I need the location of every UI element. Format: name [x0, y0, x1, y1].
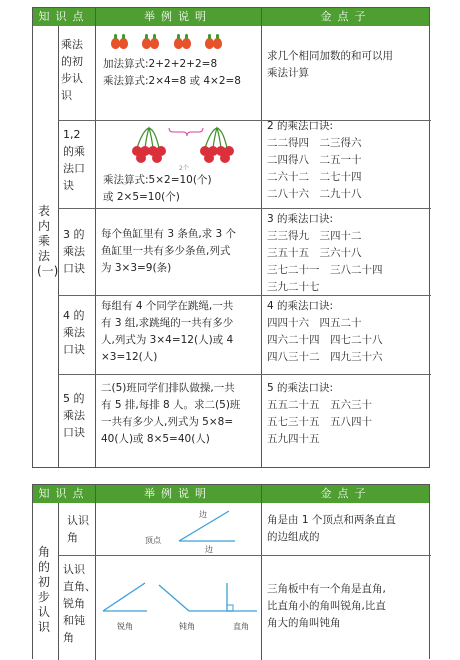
tip-multiplication-intro: 求几个相同加数的和可以用 乘法计算: [267, 50, 393, 79]
cherry-icon: [99, 124, 259, 172]
header-topic: 知识点: [38, 10, 90, 23]
header-example: 举例说明: [144, 10, 212, 23]
header-topic-2: 知识点: [38, 487, 90, 500]
header-tip: 金点子: [320, 10, 372, 23]
subtopic-angle-intro: 认识 角: [67, 514, 89, 544]
angle-diagram: [99, 505, 259, 553]
subtopic-times-1-2: 1,2 的乘 法口 诀: [63, 128, 85, 192]
right-label: 直角: [233, 622, 249, 631]
edge-label-bottom: 边: [205, 545, 213, 553]
tip-angle-types: 三角板中有一个角是直角, 比直角小的角叫锐角,比直 角大的角叫钝角: [267, 583, 386, 629]
example-times-1-2: 2个 乘法算式:5×2=10(个) 或 2×5=10(个): [99, 124, 259, 206]
tip-times-3: 3 的乘法口诀: 三三得九 三四十二 三五十五 三六十八 三七二十一 三八二十四 三九二十七: [267, 213, 383, 293]
topic-label-angles: 角的初步认识: [37, 545, 50, 634]
subtopic-multiplication-intro: 乘法 的初 步认 识: [61, 38, 83, 102]
subtopic-angle-types: 认识 直角、 锐角 和钝 角: [63, 563, 96, 644]
topic-label: 表内乘法(一): [37, 204, 59, 278]
obtuse-label: 钝角: [179, 622, 195, 631]
header-tip-2: 金点子: [320, 487, 372, 500]
strawberry-icon: [111, 38, 259, 56]
vertex-label: 顶点: [145, 536, 161, 545]
angle-table: [32, 484, 430, 659]
subtopic-times-3: 3 的 乘法 口诀: [63, 228, 85, 275]
subtopic-times-5: 5 的 乘法 口诀: [63, 392, 85, 439]
acute-label: 锐角: [117, 622, 133, 631]
example-times-4: 每组有 4 个同学在跳绳,一共 有 3 组,求跳绳的一共有多少 人,列式为 3×4=12(人)或 4 ×3=12(人): [101, 300, 234, 363]
table-header-2: [33, 485, 429, 503]
tip-times-1-2: 2 的乘法口诀: 二二得四 二三得六 二四得八 二五一十 二六十二 二七十四 二八十六 二九十八: [267, 120, 362, 200]
example-times-3: 每个鱼缸里有 3 条鱼,求 3 个 鱼缸里一共有多少条鱼,列式 为 3×3=9(条): [101, 228, 237, 274]
tip-times-4: 4 的乘法口诀: 四四十六 四五二十 四六二十四 四七二十八 四八三十二 四九三十六: [267, 300, 383, 363]
edge-label-top: 边: [199, 510, 207, 519]
example-times-5: 二(5)班同学们排队做操,一共 有 5 排,每排 8 人。求二(5)班 一共有多少人,列式为 5×8= 40(人)或 8×5=40(人): [101, 382, 241, 445]
tip-times-5: 5 的乘法口诀: 五五二十五 五六三十 五七三十五 五八四十 五九四十五: [267, 382, 372, 445]
header-example-2: 举例说明: [144, 487, 212, 500]
brace-label: 2个: [179, 165, 189, 172]
multiplication-table: [32, 7, 430, 468]
subtopic-times-4: 4 的 乘法 口诀: [63, 309, 85, 356]
angle-types-diagram: [97, 577, 261, 637]
table-header: [33, 8, 429, 26]
example-multiplication-intro: 加法算式:2+2+2+2=8 乘法算式:2×4=8 或 4×2=8: [103, 38, 259, 90]
tip-angle-intro: 角是由 1 个顶点和两条直直 的边组成的: [267, 514, 396, 543]
